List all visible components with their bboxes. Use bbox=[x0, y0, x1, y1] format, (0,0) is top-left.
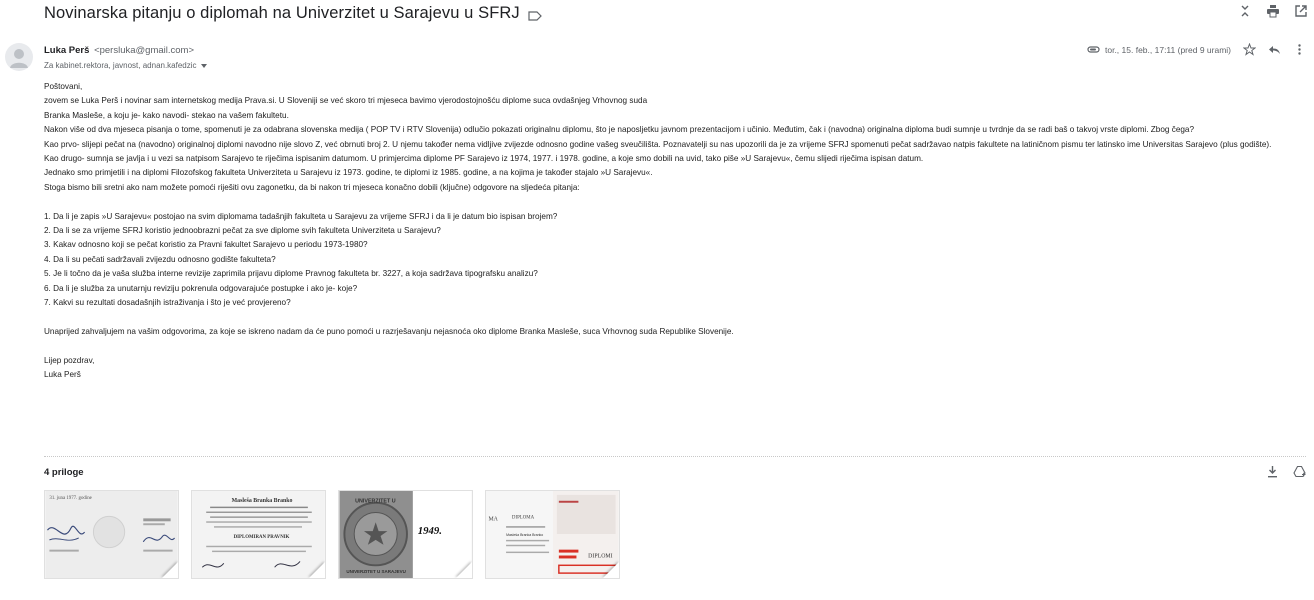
thumb4-label-right: DIPLOMI bbox=[588, 553, 613, 560]
avatar[interactable] bbox=[5, 43, 33, 71]
attachment-thumbnails bbox=[44, 490, 620, 579]
message-body bbox=[44, 80, 1306, 382]
paragraph-7: Stoga bismo bili sretni ako nam možete pomoći riješiti ovu zagonetku, da bi nakon tri mjeseca konačno dobili (ključne) odgovore na sljedeća pitanja: bbox=[44, 182, 580, 192]
spacer bbox=[44, 339, 1306, 353]
thumb3-seal-bottom: UNIVERZITET U SARAJEVU bbox=[346, 569, 406, 575]
question-7: 7. Kakvi su rezultati dosadašnjih istraživanja i što je već provjereno? bbox=[44, 298, 291, 308]
print-icon[interactable] bbox=[1266, 4, 1280, 18]
attachment-thumb-1[interactable] bbox=[44, 490, 179, 579]
thumb4-header: DIPLOMA bbox=[511, 515, 535, 521]
greeting: Poštovani, bbox=[44, 82, 83, 91]
attachment-thumb-2[interactable] bbox=[191, 490, 326, 579]
thumb3-year: 1949. bbox=[417, 525, 442, 538]
question-2: 2. Da li se za vrijeme SFRJ koristio jednoobrazni pečat za sve diplome svih fakulteta Univerziteta u Sarajevu? bbox=[44, 226, 441, 236]
question-3: 3. Kakav odnosno koji se pečat koristio za Pravni fakultet Sarajevo u periodu 1973-1980? bbox=[44, 240, 368, 250]
page-fold bbox=[162, 562, 178, 578]
attachment-icon bbox=[1087, 43, 1100, 56]
sender-line bbox=[44, 45, 194, 56]
thread-toolbar bbox=[1238, 4, 1308, 18]
thumb1-text: 31. juna 1977. godine bbox=[49, 495, 92, 501]
attachments-actions bbox=[1266, 465, 1306, 478]
date-wrap bbox=[1087, 43, 1231, 56]
page-fold bbox=[456, 562, 472, 578]
chevron-down-icon[interactable] bbox=[201, 64, 207, 68]
thumb4-name: Masleša Branka Branko bbox=[506, 532, 544, 537]
email-subject: Novinarska pitanju o diplomah na Univerzitet u Sarajevu u SFRJ bbox=[44, 3, 520, 22]
paragraph-3: Nakon više od dva mjeseca pisanja o tome, spomenuti je za odabrana slovenska medija ( POP TV i RTV Slovenija) odlučio pokazati originalnu diplomu, što je naposljetku javnom prezentacijom i učinio. Međutim, čak i (navodna) originalna diploma budi sumnje u tvrdnje da se radi baš o takvoj vrste diplomi. Zbog čega? bbox=[44, 125, 1195, 135]
thumb4-label-left: MA bbox=[488, 516, 498, 523]
question-1: 1. Da li je zapis »U Sarajevu« postojao na svim diplomama tadašnjih fakulteta u Sarajevu za vrijeme SFRJ i da li je datum bio ispisan brojem? bbox=[44, 211, 558, 221]
open-in-new-icon[interactable] bbox=[1294, 4, 1308, 18]
paragraph-2: Branka Masleše, a koju je- kako navodi- stekao na vašem fakultetu. bbox=[44, 110, 289, 120]
star-outline-icon[interactable] bbox=[1243, 43, 1256, 56]
thumb3-seal-top: UNIVERZITET U bbox=[355, 498, 396, 505]
question-5: 5. Je li točno da je vaša služba interne revizije zaprimila prijavu diplome Pravnog fakulteta br. 3227, a koja sadržava tipografsku analizu? bbox=[44, 269, 538, 279]
more-vert-icon[interactable] bbox=[1293, 43, 1306, 56]
reply-icon[interactable] bbox=[1268, 43, 1281, 56]
email-date: tor., 15. feb., 17:11 (pred 9 urami) bbox=[1105, 44, 1231, 55]
attachments-count: 4 priloge bbox=[44, 467, 84, 478]
page-fold bbox=[603, 562, 619, 578]
regards: Lijep pozdrav, bbox=[44, 355, 95, 365]
spacer bbox=[44, 310, 1306, 324]
add-to-drive-icon[interactable] bbox=[1293, 465, 1306, 478]
signature: Luka Perš bbox=[44, 370, 81, 380]
sender-email: <persluka@gmail.com> bbox=[94, 45, 194, 56]
recipients-text: Za kabinet.rektora, javnost, adnan.kafedzic bbox=[44, 61, 197, 70]
thumb2-title: Masleša Branka Branko bbox=[231, 497, 293, 504]
paragraph-1: zovem se Luka Perš i novinar sam internetskog medija Prava.si. U Sloveniji se već skoro tri mjeseca bavimo vjerodostojnošću diplome suca ovdašnjeg Vrhovnog suda bbox=[44, 96, 648, 106]
closing: Unaprijed zahvaljujem na vašim odgovorima, za koje se iskreno nadam da će puno pomoći u razrješavanju nejasnoća oko diplome Branka Masleše, suca Vrhovnog suda Republike Slovenije. bbox=[44, 326, 734, 336]
recipients-line[interactable] bbox=[44, 61, 207, 70]
paragraph-6: Jednako smo primjetili i na diplomi Filozofskog fakulteta Univerziteta u Sarajevu iz 1973. godine, te diplomi iz 1985. godine, a na kojima je također stajalo »U Sarajevu«. bbox=[44, 168, 653, 178]
sender-name[interactable]: Luka Perš bbox=[44, 45, 90, 56]
page-fold bbox=[309, 562, 325, 578]
thumb2-label: DIPLOMIRAN PRAVNIK bbox=[233, 534, 290, 540]
download-icon[interactable] bbox=[1266, 465, 1279, 478]
attachment-thumb-3[interactable] bbox=[338, 490, 473, 579]
question-6: 6. Da li je služba za unutarnju reviziju pokrenula odgovarajuće postupke i ako je- koje? bbox=[44, 283, 358, 293]
subject-row bbox=[44, 2, 542, 24]
spacer bbox=[44, 195, 1306, 209]
message-actions bbox=[1087, 43, 1306, 56]
question-4: 4. Da li su pečati sadržavali zvijezdu odnosno godište fakulteta? bbox=[44, 254, 276, 264]
unfold-less-icon[interactable] bbox=[1238, 4, 1252, 18]
attachments-divider bbox=[44, 456, 1306, 457]
paragraph-4: Kao prvo- slijepi pečat na (navodno) originalnoj diplomi navodno nije slovo Z, već obrnuti broj 2. U njemu također nema vidljive zvijezde odnosno godine vašeg sveučilišta. Poznavatelji su nas upozorili da je za vrijeme SFRJ spomenuti pečat sadržavao natpis fakultete na latiničnom pismu ter latinsko ime Universitas Sarajevo (plus godište). bbox=[44, 139, 1272, 149]
label-outline-icon[interactable] bbox=[528, 8, 542, 18]
attachment-thumb-4[interactable] bbox=[485, 490, 620, 579]
paragraph-5: Kao drugo- sumnja se javlja i u vezi sa natpisom Sarajevo te riječima ispisanim datumom. U primjercima diplome PF Sarajevo iz 1974, 1977. i 1978. godine, a koje smo dobili na uvid, tako piše »U Sarajevu«, čemu slijedi riječima ispisan datum. bbox=[44, 154, 924, 164]
